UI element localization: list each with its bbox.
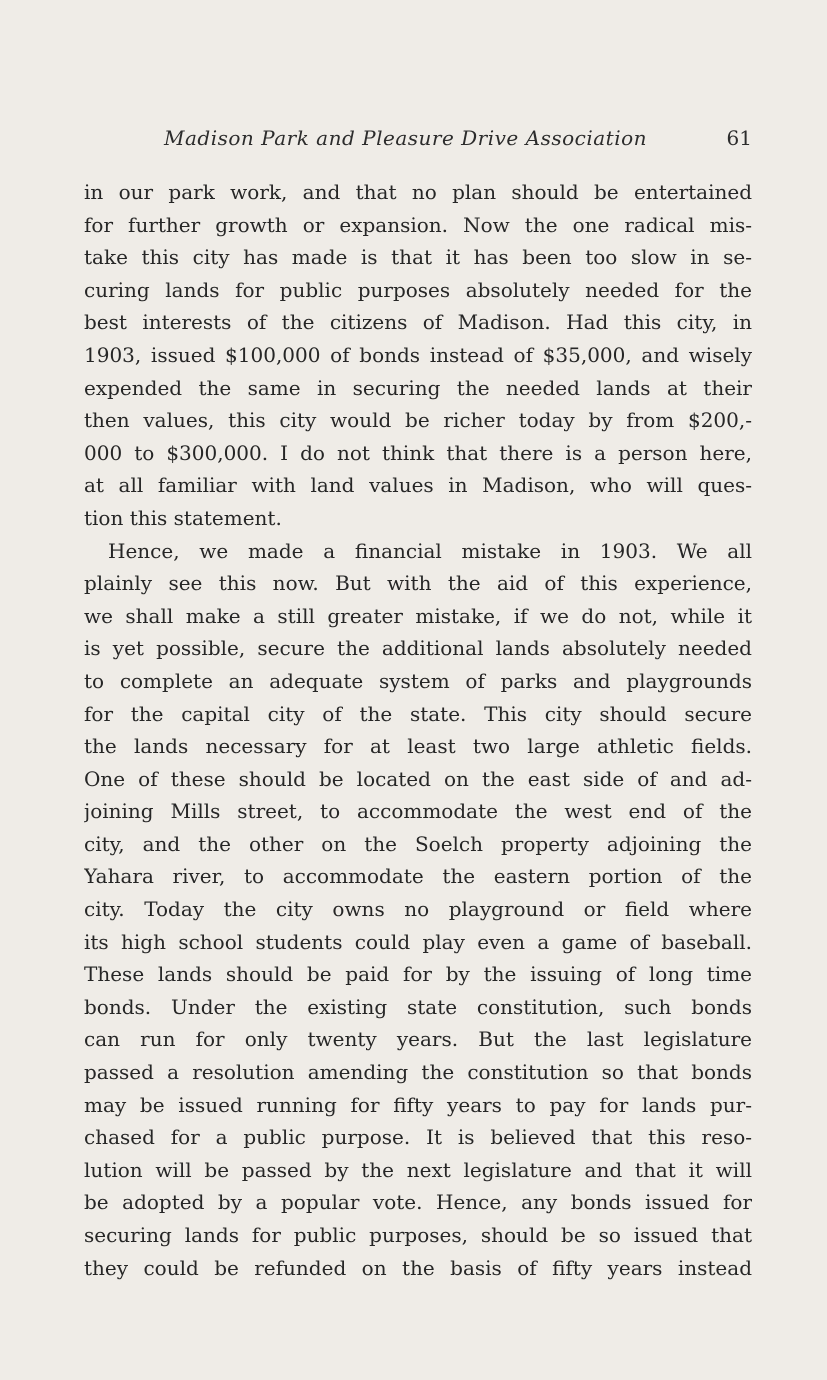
text-line: chased for a public purpose. It is believed that this reso- (84, 1125, 752, 1150)
text-line: may be issued running for fifty years to pay for lands pur- (84, 1092, 752, 1117)
text-line: is yet possible, secure the additional lands absolutely needed (84, 636, 752, 661)
text-line: Yahara river, to accommodate the eastern portion of the (84, 864, 752, 889)
text-line: bonds. Under the existing state constitution, such bonds (84, 994, 752, 1019)
body-text (84, 176, 752, 1284)
text-line: city, and the other on the Soelch property adjoining the (84, 831, 752, 856)
text-line: tion this statement. (84, 505, 282, 530)
text-line: take this city has made is that it has been too slow in se- (84, 245, 752, 270)
text-line: securing lands for public purposes, should be so issued that (84, 1223, 752, 1247)
text-line: joining Mills street, to accommodate the west end of the (84, 799, 752, 824)
text-line: can run for only twenty years. But the last legislature (84, 1027, 752, 1052)
page-number: 61 (726, 126, 752, 150)
text-line: plainly see this now. But with the aid of this experience, (84, 571, 752, 596)
text-line: for the capital city of the state. This city should secure (84, 701, 752, 726)
text-line: These lands should be paid for by the issuing of long time (84, 962, 752, 987)
text-line: best interests of the citizens of Madison. Had this city, in (84, 310, 752, 335)
text-line: lution will be passed by the next legislature and that it will (84, 1157, 752, 1182)
text-line: in our park work, and that no plan should be entertained (84, 180, 752, 204)
text-line: to complete an adequate system of parks and playgrounds (84, 668, 752, 693)
text-line: passed a resolution amending the constitution so that bonds (84, 1060, 752, 1085)
text-line: they could be refunded on the basis of fifty years instead (84, 1255, 752, 1280)
text-line: the lands necessary for at least two large athletic fields. (84, 734, 752, 759)
text-line: Hence, we made a financial mistake in 1903. We all (108, 538, 752, 563)
running-head (84, 126, 752, 156)
text-line: for further growth or expansion. Now the one radical mis- (84, 212, 752, 237)
text-line: we shall make a still greater mistake, if we do not, while it (84, 603, 752, 628)
text-line: One of these should be located on the east side of and ad- (84, 766, 752, 791)
text-line: then values, this city would be richer today by from $200,- (84, 408, 752, 433)
text-line: expended the same in securing the needed lands at their (84, 375, 752, 400)
text-line: be adopted by a popular vote. Hence, any bonds issued for (84, 1190, 752, 1215)
text-line: curing lands for public purposes absolutely needed for the (84, 277, 752, 302)
text-line: at all familiar with land values in Madison, who will ques- (84, 473, 752, 498)
text-line: city. Today the city owns no playground or field where (84, 897, 752, 922)
text-line: 1903, issued $100,000 of bonds instead of $35,000, and wisely (84, 342, 752, 367)
running-head-title: Madison Park and Pleasure Drive Association (164, 126, 648, 150)
text-line: its high school students could play even a game of baseball. (84, 929, 752, 954)
text-line: 000 to $300,000. I do not think that there is a person here, (84, 440, 752, 465)
